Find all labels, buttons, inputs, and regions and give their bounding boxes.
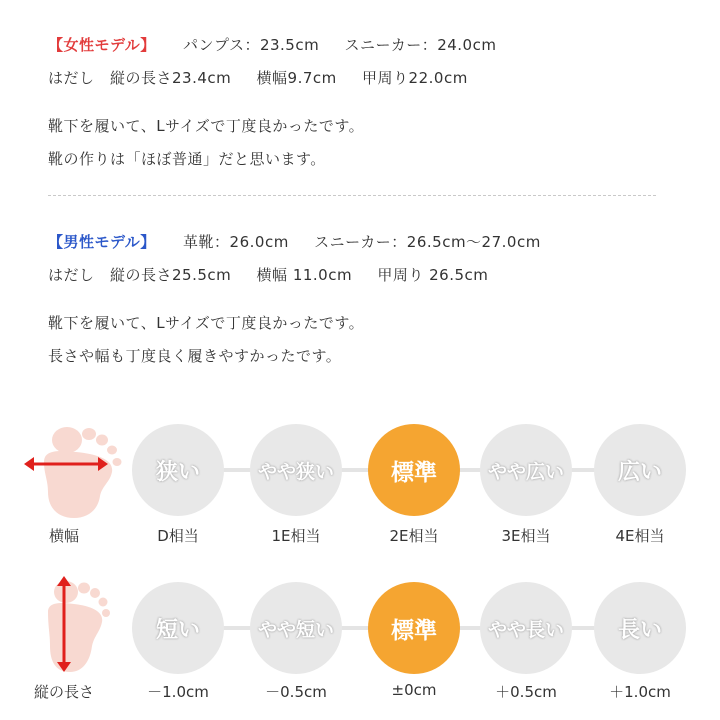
male-sneaker-size: スニーカー：26.5cm〜27.0cm — [314, 233, 541, 251]
width-option-narrow — [132, 424, 224, 516]
width-option-slightly-wide — [480, 424, 572, 516]
length-scale — [0, 576, 720, 716]
female-sneaker-size: スニーカー：24.0cm — [344, 36, 497, 54]
length-sub-slightly-long: ＋0.5cm — [495, 683, 557, 701]
section-divider — [48, 195, 656, 196]
length-sub-short: －1.0cm — [147, 683, 209, 701]
length-option-long — [594, 582, 686, 674]
female-measure-line — [48, 67, 468, 88]
length-option-slightly-short-text: やや短い — [257, 618, 334, 641]
length-option-slightly-long-text: やや長い — [487, 618, 564, 641]
male-measure-line — [48, 264, 488, 285]
length-sub-long: ＋1.0cm — [609, 683, 671, 701]
length-option-slightly-long — [480, 582, 572, 674]
male-dress-shoe-size: 革靴：26.0cm — [183, 233, 289, 251]
width-option-narrow-text: 狭い — [155, 459, 200, 485]
width-sub-narrow: D相当 — [157, 527, 199, 545]
length-option-standard — [368, 582, 460, 674]
male-width: 横幅 11.0cm — [256, 266, 353, 284]
length-option-long-text: 長い — [617, 617, 662, 643]
female-size-line — [48, 34, 496, 55]
male-comment-1: 靴下を履いて、Lサイズで丁度良かったです。 — [48, 314, 365, 332]
width-option-slightly-narrow-text: やや狭い — [257, 460, 334, 483]
female-model-tag: 【女性モデル】 — [48, 36, 156, 54]
width-sub-standard: 2E相当 — [389, 527, 439, 545]
length-label: 縦の長さ — [33, 683, 94, 701]
length-option-slightly-short — [250, 582, 342, 674]
length-sub-slightly-short: －0.5cm — [265, 683, 327, 701]
foot-length-icon — [22, 576, 122, 676]
female-instep: 甲周り22.0cm — [362, 69, 468, 87]
width-option-standard — [368, 424, 460, 516]
width-option-wide-text: 広い — [617, 459, 662, 485]
male-size-line — [48, 231, 541, 252]
male-comment-2: 長さや幅も丁度良く履きやすかったです。 — [48, 347, 342, 365]
male-instep: 甲周り 26.5cm — [377, 266, 489, 284]
width-sub-slightly-narrow: 1E相当 — [271, 527, 321, 545]
width-option-slightly-wide-text: やや広い — [487, 460, 564, 483]
male-length: はだし 縦の長さ25.5cm — [48, 266, 232, 284]
foot-width-icon — [18, 420, 128, 520]
female-comment-2: 靴の作りは「ほぼ普通」だと思います。 — [48, 150, 326, 168]
width-option-standard-text: 標準 — [391, 459, 437, 486]
width-option-slightly-narrow — [250, 424, 342, 516]
width-sub-wide: 4E相当 — [615, 527, 665, 545]
male-model-tag: 【男性モデル】 — [48, 233, 156, 251]
width-scale — [0, 420, 720, 560]
width-label: 横幅 — [48, 527, 79, 545]
female-width: 横幅9.7cm — [256, 69, 337, 87]
length-sub-standard: ±0cm — [391, 681, 437, 699]
female-comment-1: 靴下を履いて、Lサイズで丁度良かったです。 — [48, 117, 365, 135]
length-option-standard-text: 標準 — [391, 617, 437, 644]
width-sub-slightly-wide: 3E相当 — [501, 527, 551, 545]
width-option-wide — [594, 424, 686, 516]
female-pumps-size: パンプス：23.5cm — [183, 36, 320, 54]
length-option-short — [132, 582, 224, 674]
length-option-short-text: 短い — [155, 617, 200, 643]
female-length: はだし 縦の長さ23.4cm — [48, 69, 232, 87]
